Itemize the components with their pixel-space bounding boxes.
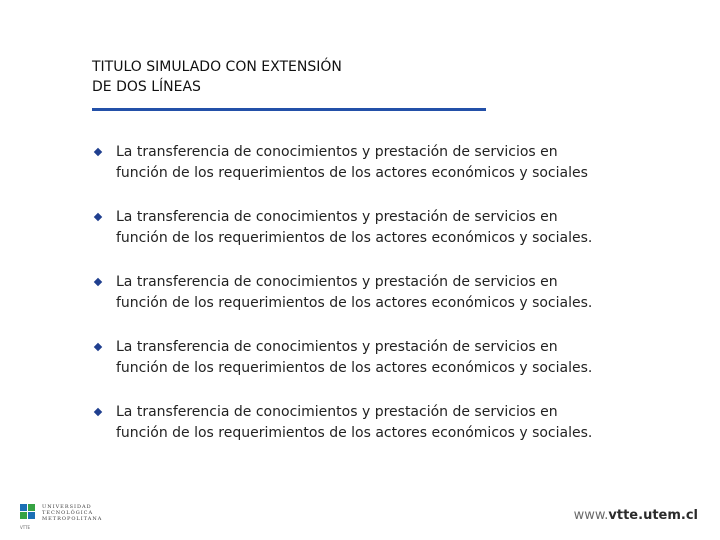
diamond-bullet-icon [94,343,102,351]
title-underline [92,108,486,111]
footer-url-prefix: www. [573,508,609,523]
diamond-bullet-icon [94,213,102,221]
logo-mark-icon [20,504,36,524]
logo-text: UNIVERSIDAD TECNOLÓGICA METROPOLITANA [42,504,103,522]
bullet-text: La transferencia de conocimientos y prestación de servicios en función de los requerimientos de los actores económicos y sociales [116,144,588,181]
list-item [94,402,654,467]
logo-subtext: VTTE [20,525,31,530]
slide-title: TITULO SIMULADO CON EXTENSIÓN DE DOS LÍNEAS [92,59,342,95]
diamond-bullet-icon [94,408,102,416]
bullet-text: La transferencia de conocimientos y prestación de servicios en función de los requerimientos de los actores económicos y sociales. [116,274,593,311]
list-item [94,337,654,402]
bullet-text: La transferencia de conocimientos y prestación de servicios en función de los requerimientos de los actores económicos y sociales. [116,404,593,441]
diamond-bullet-icon [94,148,102,156]
diamond-bullet-icon [94,278,102,286]
footer-url[interactable] [574,508,698,523]
bullet-text: La transferencia de conocimientos y prestación de servicios en función de los requerimientos de los actores económicos y sociales. [116,209,593,246]
bullet-text: La transferencia de conocimientos y prestación de servicios en función de los requerimientos de los actores económicos y sociales. [116,339,593,376]
bullet-list [94,142,654,467]
list-item [94,142,654,207]
footer-url-main: vtte.utem.cl [608,508,698,523]
university-logo [20,502,120,530]
list-item [94,272,654,337]
list-item [94,207,654,272]
